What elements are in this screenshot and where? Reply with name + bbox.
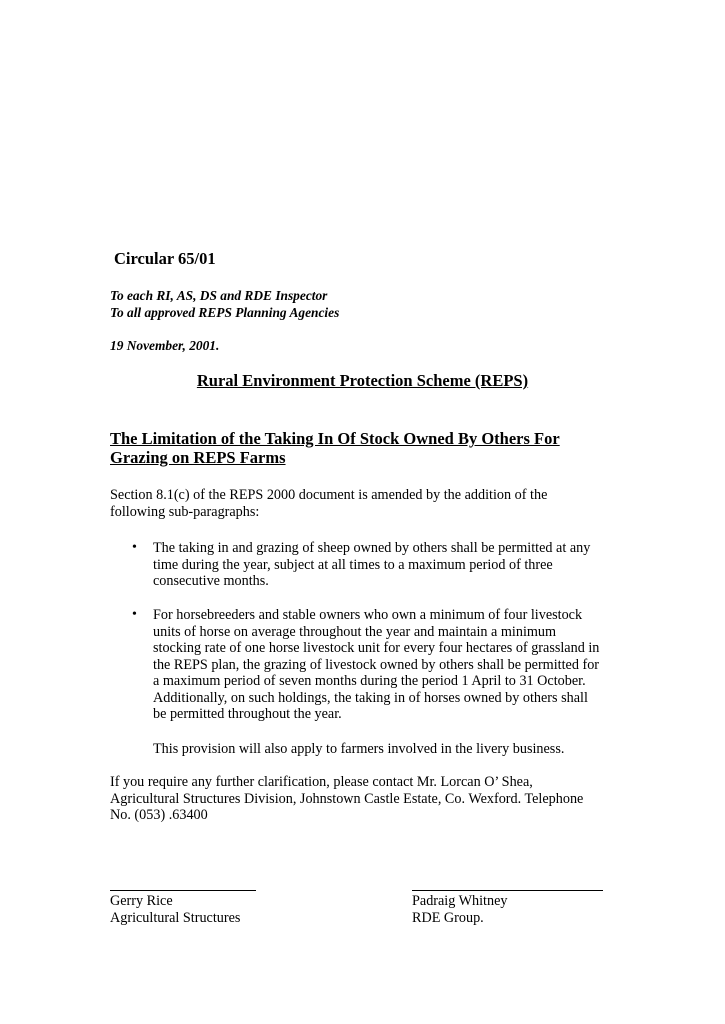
bullet-line: stocking rate of one horse livestock unit for every four hectares of grassland in (153, 640, 600, 656)
circular-number: Circular 65/01 (114, 249, 216, 268)
bullet-line: be permitted throughout the year. (153, 706, 342, 722)
closing-paragraph (110, 774, 630, 824)
bullet-line: units of horse on average throughout the year and maintain a minimum (153, 623, 557, 640)
closing-line: Agricultural Structures Division, Johnstown Castle Estate, Co. Wexford. Telephone (110, 790, 584, 807)
signatory-left (110, 893, 240, 926)
subject-line: Grazing on REPS Farms (110, 447, 286, 467)
closing-line: If you require any further clarification, please contact Mr. Lorcan O’ Shea, (110, 774, 533, 790)
signature-line (110, 890, 256, 891)
bullet-line: the REPS plan, the grazing of livestock owned by others shall be permitted for (153, 656, 600, 673)
signatory-name: Gerry Rice (110, 893, 173, 909)
addressee-line: To each RI, AS, DS and RDE Inspector (110, 288, 328, 303)
signature-line (412, 890, 603, 891)
bullet-marker: • (132, 607, 137, 622)
signatory-unit: RDE Group. (412, 909, 484, 926)
livery-provision: This provision will also apply to farmers involved in the livery business. (153, 741, 565, 757)
addressee-line: To all approved REPS Planning Agencies (110, 304, 340, 320)
bullet-item-sheep (153, 540, 623, 590)
intro-line: following sub-paragraphs: (110, 503, 260, 520)
intro-line: Section 8.1(c) of the REPS 2000 document is amended by the addition of the (110, 487, 548, 503)
signatory-right (412, 893, 507, 926)
bullet-line: The taking in and grazing of sheep owned by others shall be permitted at any (153, 540, 591, 556)
signatory-unit: Agricultural Structures (110, 909, 241, 926)
signatory-name: Padraig Whitney (412, 893, 508, 909)
bullet-line: Additionally, on such holdings, the taking in of horses owned by others shall (153, 689, 588, 706)
bullet-marker: • (132, 540, 137, 555)
subject-line: The Limitation of the Taking In Of Stock Owned By Others For (110, 429, 560, 448)
bullet-line: For horsebreeders and stable owners who own a minimum of four livestock (153, 607, 583, 623)
bullet-line: consecutive months. (153, 573, 269, 589)
intro-paragraph (110, 487, 620, 520)
subject-heading (110, 430, 610, 467)
addressee-block (110, 288, 339, 321)
scheme-title-text: Rural Environment Protection Scheme (REPS) (196, 371, 529, 390)
circular-date: 19 November, 2001. (110, 338, 220, 353)
bullet-item-horses (153, 607, 623, 723)
bullet-line: a maximum period of seven months during the period 1 April to 31 October. (153, 673, 586, 689)
bullet-line: time during the year, subject at all times to a maximum period of three (153, 556, 553, 573)
closing-line: No. (053) .63400 (110, 807, 208, 823)
scheme-title (0, 371, 725, 391)
